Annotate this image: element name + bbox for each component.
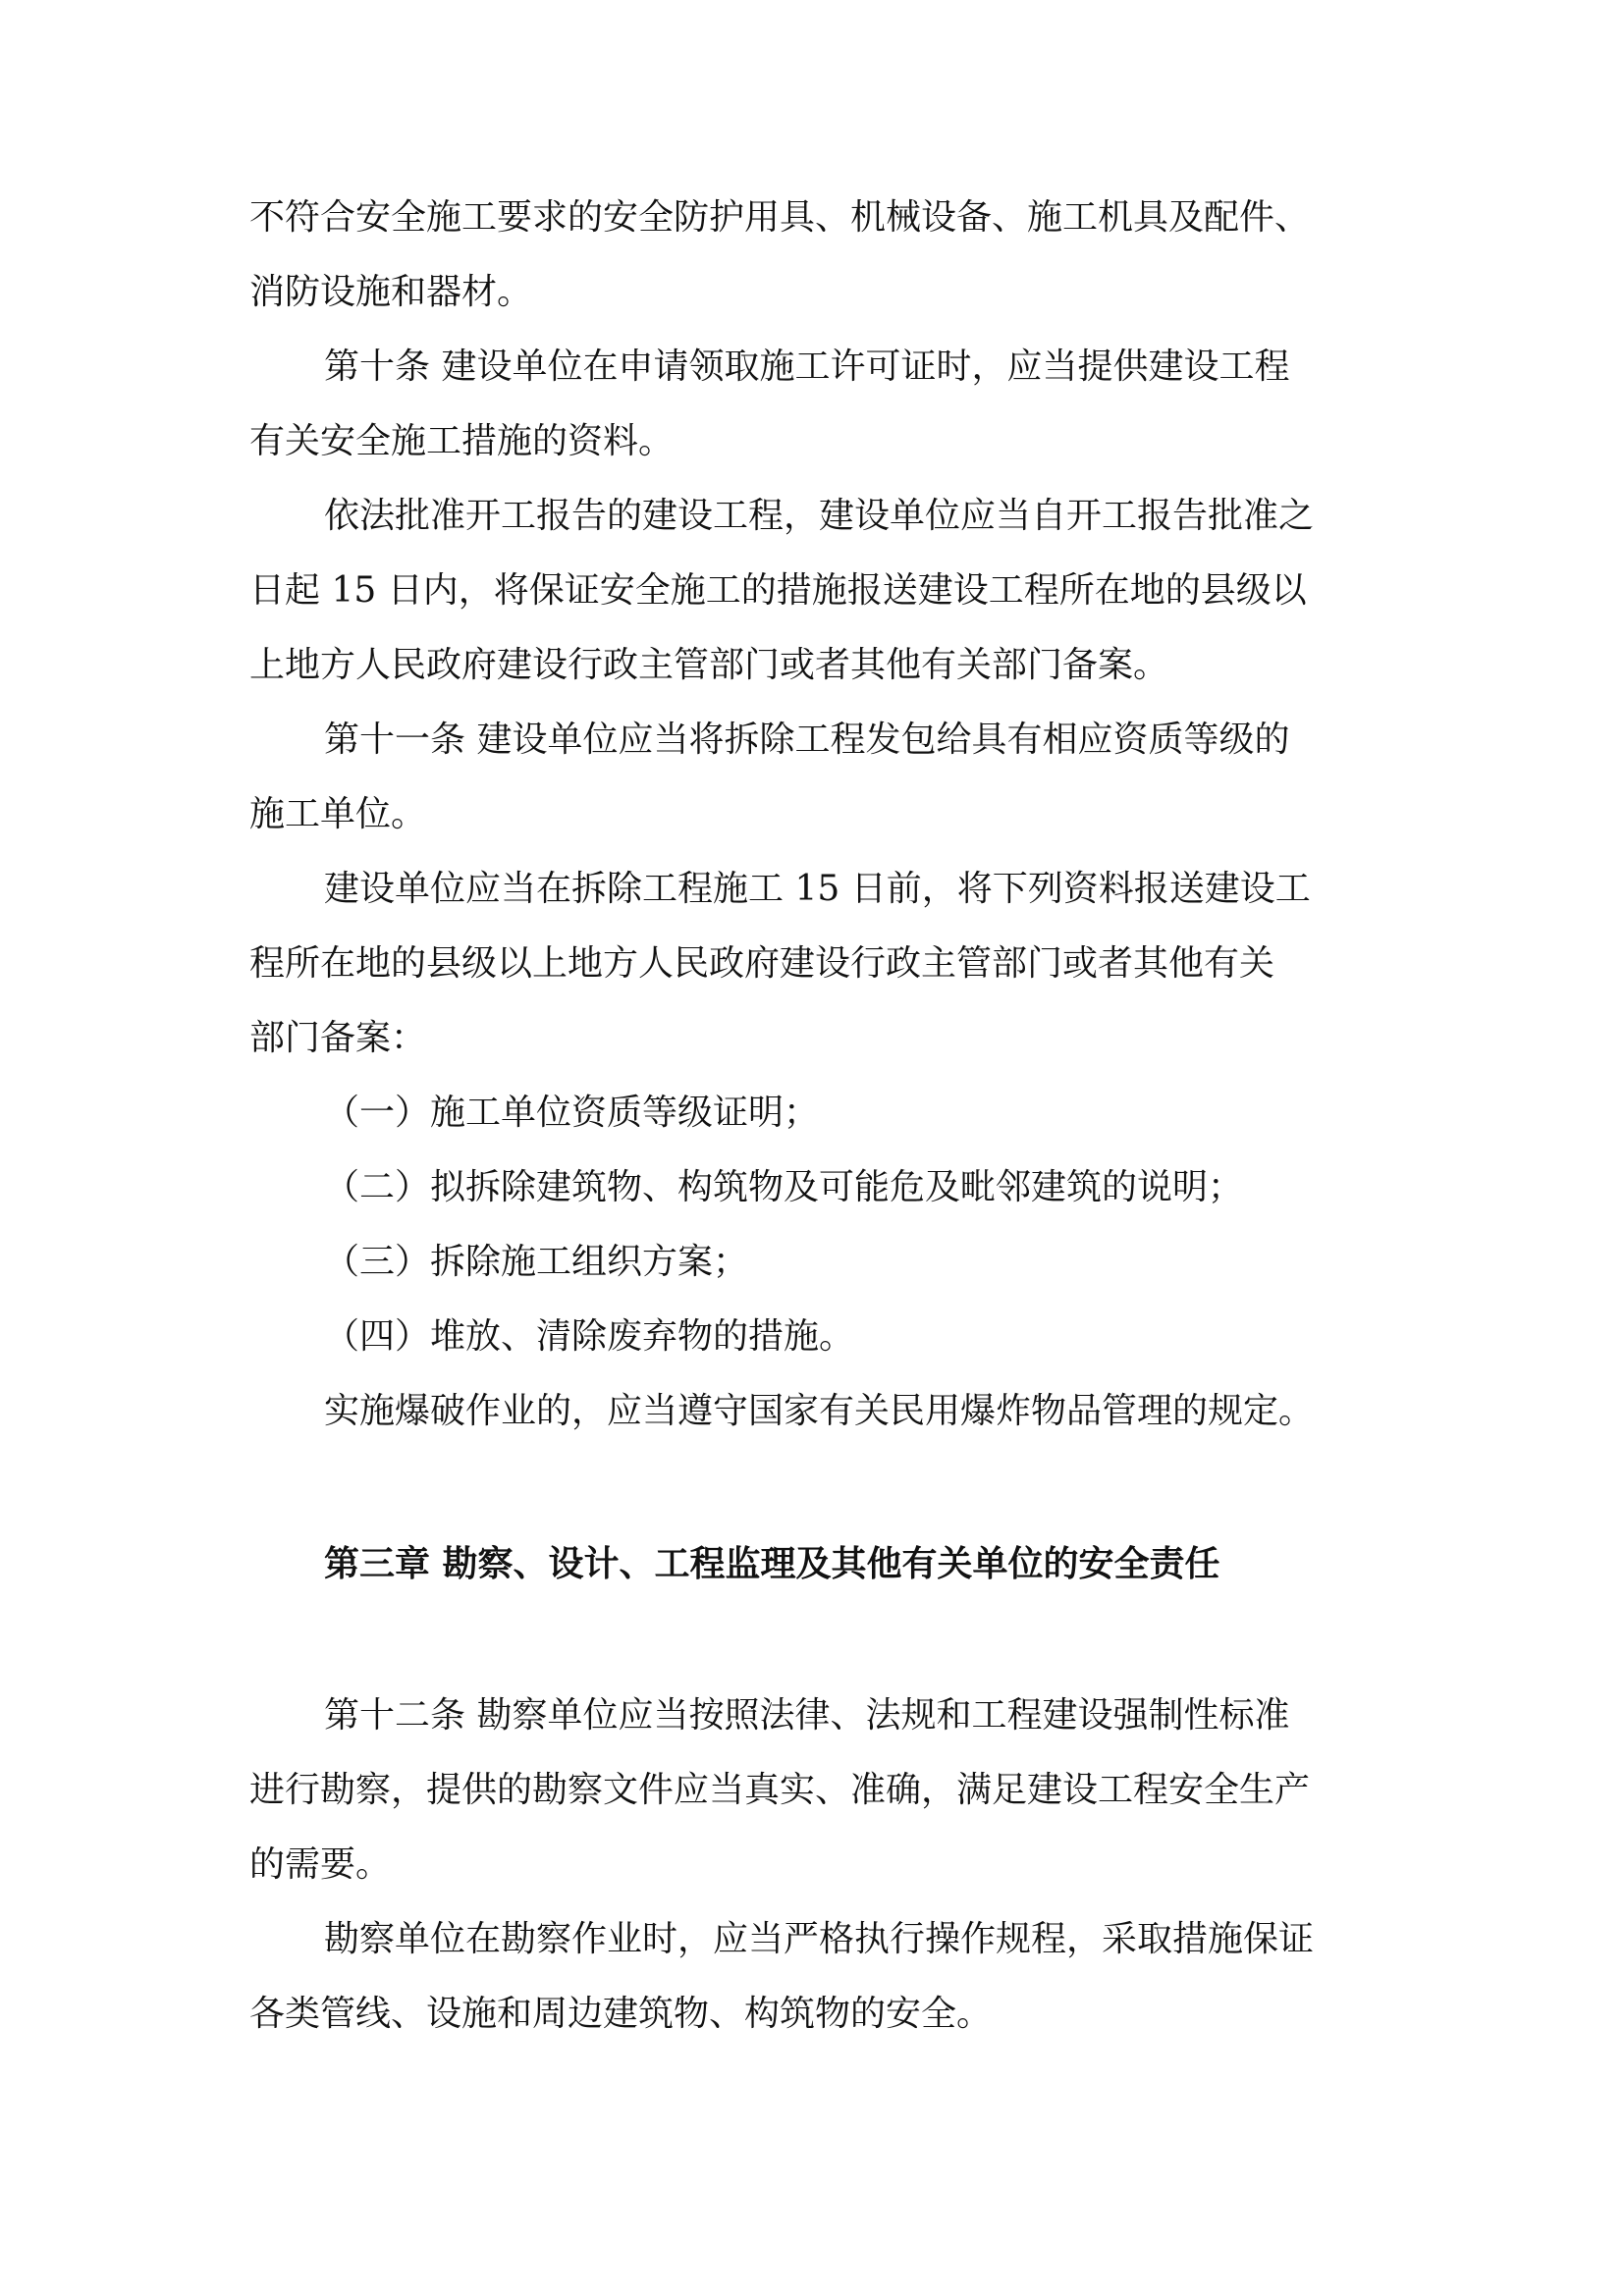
- text-line: 有关安全施工措施的资料。: [249, 421, 675, 461]
- text-line: 上地方人民政府建设行政主管部门或者其他有关部门备案。: [249, 645, 1169, 685]
- text-line: 部门备案：: [249, 1018, 427, 1058]
- article-12: 第十二条 勘察单位应当按照法律、法规和工程建设强制性标准: [324, 1695, 1290, 1735]
- text-line: 的需要。: [249, 1844, 392, 1885]
- list-item-3: （三）拆除施工组织方案；: [324, 1242, 749, 1282]
- text-line: 不符合安全施工要求的安全防护用具、机械设备、施工机具及配件、: [249, 197, 1311, 238]
- list-item-1: （一）施工单位资质等级证明；: [324, 1093, 820, 1133]
- paragraph-start: 建设单位应当在拆除工程施工 15 日前，将下列资料报送建设工: [324, 869, 1311, 909]
- text-line: 进行勘察，提供的勘察文件应当真实、准确，满足建设工程安全生产: [249, 1770, 1311, 1810]
- text-line: 日起 15 日内，将保证安全施工的措施报送建设工程所在地的县级以: [249, 570, 1307, 611]
- paragraph-start: 实施爆破作业的，应当遵守国家有关民用爆炸物品管理的规定。: [324, 1391, 1315, 1431]
- chapter-heading: 第三章 勘察、设计、工程监理及其他有关单位的安全责任: [324, 1544, 1220, 1584]
- list-item-4: （四）堆放、清除废弃物的措施。: [324, 1316, 855, 1357]
- text-line: 程所在地的县级以上地方人民政府建设行政主管部门或者其他有关: [249, 943, 1275, 984]
- article-11: 第十一条 建设单位应当将拆除工程发包给具有相应资质等级的: [324, 720, 1290, 760]
- paragraph-start: 勘察单位在勘察作业时，应当严格执行操作规程，采取措施保证: [324, 1919, 1315, 1959]
- text-line: 各类管线、设施和周边建筑物、构筑物的安全。: [249, 1994, 993, 2034]
- text-line: 施工单位。: [249, 794, 427, 834]
- text-line: 消防设施和器材。: [249, 272, 533, 312]
- article-10: 第十条 建设单位在申请领取施工许可证时，应当提供建设工程: [324, 347, 1290, 387]
- list-item-2: （二）拟拆除建筑物、构筑物及可能危及毗邻建筑的说明；: [324, 1167, 1244, 1207]
- paragraph-start: 依法批准开工报告的建设工程，建设单位应当自开工报告批准之: [324, 496, 1315, 536]
